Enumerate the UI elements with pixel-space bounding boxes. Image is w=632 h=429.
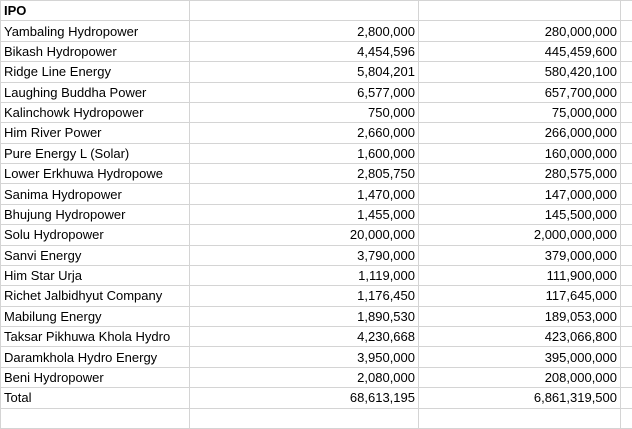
header-row bbox=[1, 1, 632, 21]
empty-cell[interactable] bbox=[621, 123, 632, 143]
empty-cell[interactable] bbox=[621, 367, 632, 387]
units-cell[interactable]: 3,790,000 bbox=[190, 245, 419, 265]
amount-cell[interactable]: 423,066,800 bbox=[419, 327, 621, 347]
amount-cell[interactable]: 75,000,000 bbox=[419, 102, 621, 122]
empty-cell[interactable] bbox=[419, 1, 621, 21]
company-name-cell[interactable]: Lower Erkhuwa Hydropowe bbox=[1, 164, 190, 184]
table-row bbox=[1, 102, 632, 122]
units-cell[interactable]: 5,804,201 bbox=[190, 62, 419, 82]
table-row bbox=[1, 184, 632, 204]
company-name-cell[interactable]: Richet Jalbidhyut Company bbox=[1, 286, 190, 306]
table-row bbox=[1, 306, 632, 326]
table-row bbox=[1, 286, 632, 306]
empty-cell[interactable] bbox=[621, 245, 632, 265]
empty-cell[interactable] bbox=[621, 306, 632, 326]
table-row bbox=[1, 245, 632, 265]
empty-cell[interactable] bbox=[1, 408, 190, 429]
empty-cell[interactable] bbox=[419, 408, 621, 429]
empty-cell[interactable] bbox=[621, 286, 632, 306]
table-row bbox=[1, 82, 632, 102]
units-cell[interactable]: 1,119,000 bbox=[190, 265, 419, 285]
empty-cell[interactable] bbox=[621, 21, 632, 41]
empty-cell[interactable] bbox=[190, 408, 419, 429]
table-row bbox=[1, 367, 632, 387]
table-row bbox=[1, 123, 632, 143]
amount-cell[interactable]: 395,000,000 bbox=[419, 347, 621, 367]
amount-cell[interactable]: 445,459,600 bbox=[419, 41, 621, 61]
company-name-cell[interactable]: Kalinchowk Hydropower bbox=[1, 102, 190, 122]
section-title-cell[interactable]: IPO bbox=[1, 1, 190, 21]
units-cell[interactable]: 68,613,195 bbox=[190, 388, 419, 408]
units-cell[interactable]: 1,455,000 bbox=[190, 204, 419, 224]
amount-cell[interactable]: 145,500,000 bbox=[419, 204, 621, 224]
amount-cell[interactable]: 280,000,000 bbox=[419, 21, 621, 41]
company-name-cell[interactable]: Yambaling Hydropower bbox=[1, 21, 190, 41]
amount-cell[interactable]: 6,861,319,500 bbox=[419, 388, 621, 408]
units-cell[interactable]: 2,800,000 bbox=[190, 21, 419, 41]
company-name-cell[interactable]: Mabilung Energy bbox=[1, 306, 190, 326]
table-row bbox=[1, 41, 632, 61]
units-cell[interactable]: 4,454,596 bbox=[190, 41, 419, 61]
table-row bbox=[1, 347, 632, 367]
empty-cell[interactable] bbox=[621, 82, 632, 102]
company-name-cell[interactable]: Him Star Urja bbox=[1, 265, 190, 285]
units-cell[interactable]: 1,600,000 bbox=[190, 143, 419, 163]
empty-cell[interactable] bbox=[621, 347, 632, 367]
units-cell[interactable]: 1,176,450 bbox=[190, 286, 419, 306]
units-cell[interactable]: 1,470,000 bbox=[190, 184, 419, 204]
company-name-cell[interactable]: Sanima Hydropower bbox=[1, 184, 190, 204]
empty-cell[interactable] bbox=[621, 62, 632, 82]
empty-cell[interactable] bbox=[621, 164, 632, 184]
company-name-cell[interactable]: Daramkhola Hydro Energy bbox=[1, 347, 190, 367]
total-row bbox=[1, 388, 632, 408]
company-name-cell[interactable]: Pure Energy L (Solar) bbox=[1, 143, 190, 163]
table-row bbox=[1, 204, 632, 224]
company-name-cell[interactable]: Bhujung Hydropower bbox=[1, 204, 190, 224]
empty-cell[interactable] bbox=[621, 1, 632, 21]
units-cell[interactable]: 750,000 bbox=[190, 102, 419, 122]
empty-cell[interactable] bbox=[621, 388, 632, 408]
amount-cell[interactable]: 189,053,000 bbox=[419, 306, 621, 326]
units-cell[interactable]: 4,230,668 bbox=[190, 327, 419, 347]
total-label-cell[interactable]: Total bbox=[1, 388, 190, 408]
company-name-cell[interactable]: Ridge Line Energy bbox=[1, 62, 190, 82]
empty-cell[interactable] bbox=[621, 143, 632, 163]
empty-cell[interactable] bbox=[621, 408, 632, 429]
amount-cell[interactable]: 111,900,000 bbox=[419, 265, 621, 285]
amount-cell[interactable]: 117,645,000 bbox=[419, 286, 621, 306]
units-cell[interactable]: 3,950,000 bbox=[190, 347, 419, 367]
company-name-cell[interactable]: Bikash Hydropower bbox=[1, 41, 190, 61]
table-row bbox=[1, 265, 632, 285]
empty-cell[interactable] bbox=[621, 41, 632, 61]
table-row bbox=[1, 327, 632, 347]
table-row bbox=[1, 62, 632, 82]
empty-cell[interactable] bbox=[621, 204, 632, 224]
company-name-cell[interactable]: Beni Hydropower bbox=[1, 367, 190, 387]
units-cell[interactable]: 20,000,000 bbox=[190, 225, 419, 245]
company-name-cell[interactable]: Taksar Pikhuwa Khola Hydro bbox=[1, 327, 190, 347]
empty-cell[interactable] bbox=[621, 102, 632, 122]
amount-cell[interactable]: 280,575,000 bbox=[419, 164, 621, 184]
table-row bbox=[1, 164, 632, 184]
empty-cell[interactable] bbox=[621, 327, 632, 347]
table-row bbox=[1, 21, 632, 41]
units-cell[interactable]: 6,577,000 bbox=[190, 82, 419, 102]
company-name-cell[interactable]: Him River Power bbox=[1, 123, 190, 143]
units-cell[interactable]: 2,080,000 bbox=[190, 367, 419, 387]
empty-cell[interactable] bbox=[621, 225, 632, 245]
amount-cell[interactable]: 266,000,000 bbox=[419, 123, 621, 143]
units-cell[interactable]: 2,660,000 bbox=[190, 123, 419, 143]
empty-cell[interactable] bbox=[621, 184, 632, 204]
amount-cell[interactable]: 147,000,000 bbox=[419, 184, 621, 204]
empty-cell[interactable] bbox=[621, 265, 632, 285]
units-cell[interactable]: 2,805,750 bbox=[190, 164, 419, 184]
amount-cell[interactable]: 160,000,000 bbox=[419, 143, 621, 163]
units-cell[interactable]: 1,890,530 bbox=[190, 306, 419, 326]
amount-cell[interactable]: 657,700,000 bbox=[419, 82, 621, 102]
amount-cell[interactable]: 580,420,100 bbox=[419, 62, 621, 82]
amount-cell[interactable]: 379,000,000 bbox=[419, 245, 621, 265]
grid-body bbox=[1, 1, 632, 429]
company-name-cell[interactable]: Solu Hydropower bbox=[1, 225, 190, 245]
amount-cell[interactable]: 208,000,000 bbox=[419, 367, 621, 387]
company-name-cell[interactable]: Laughing Buddha Power bbox=[1, 82, 190, 102]
amount-cell[interactable]: 2,000,000,000 bbox=[419, 225, 621, 245]
company-name-cell[interactable]: Sanvi Energy bbox=[1, 245, 190, 265]
empty-row bbox=[1, 408, 632, 429]
table-row bbox=[1, 143, 632, 163]
empty-cell[interactable] bbox=[190, 1, 419, 21]
table-row bbox=[1, 225, 632, 245]
